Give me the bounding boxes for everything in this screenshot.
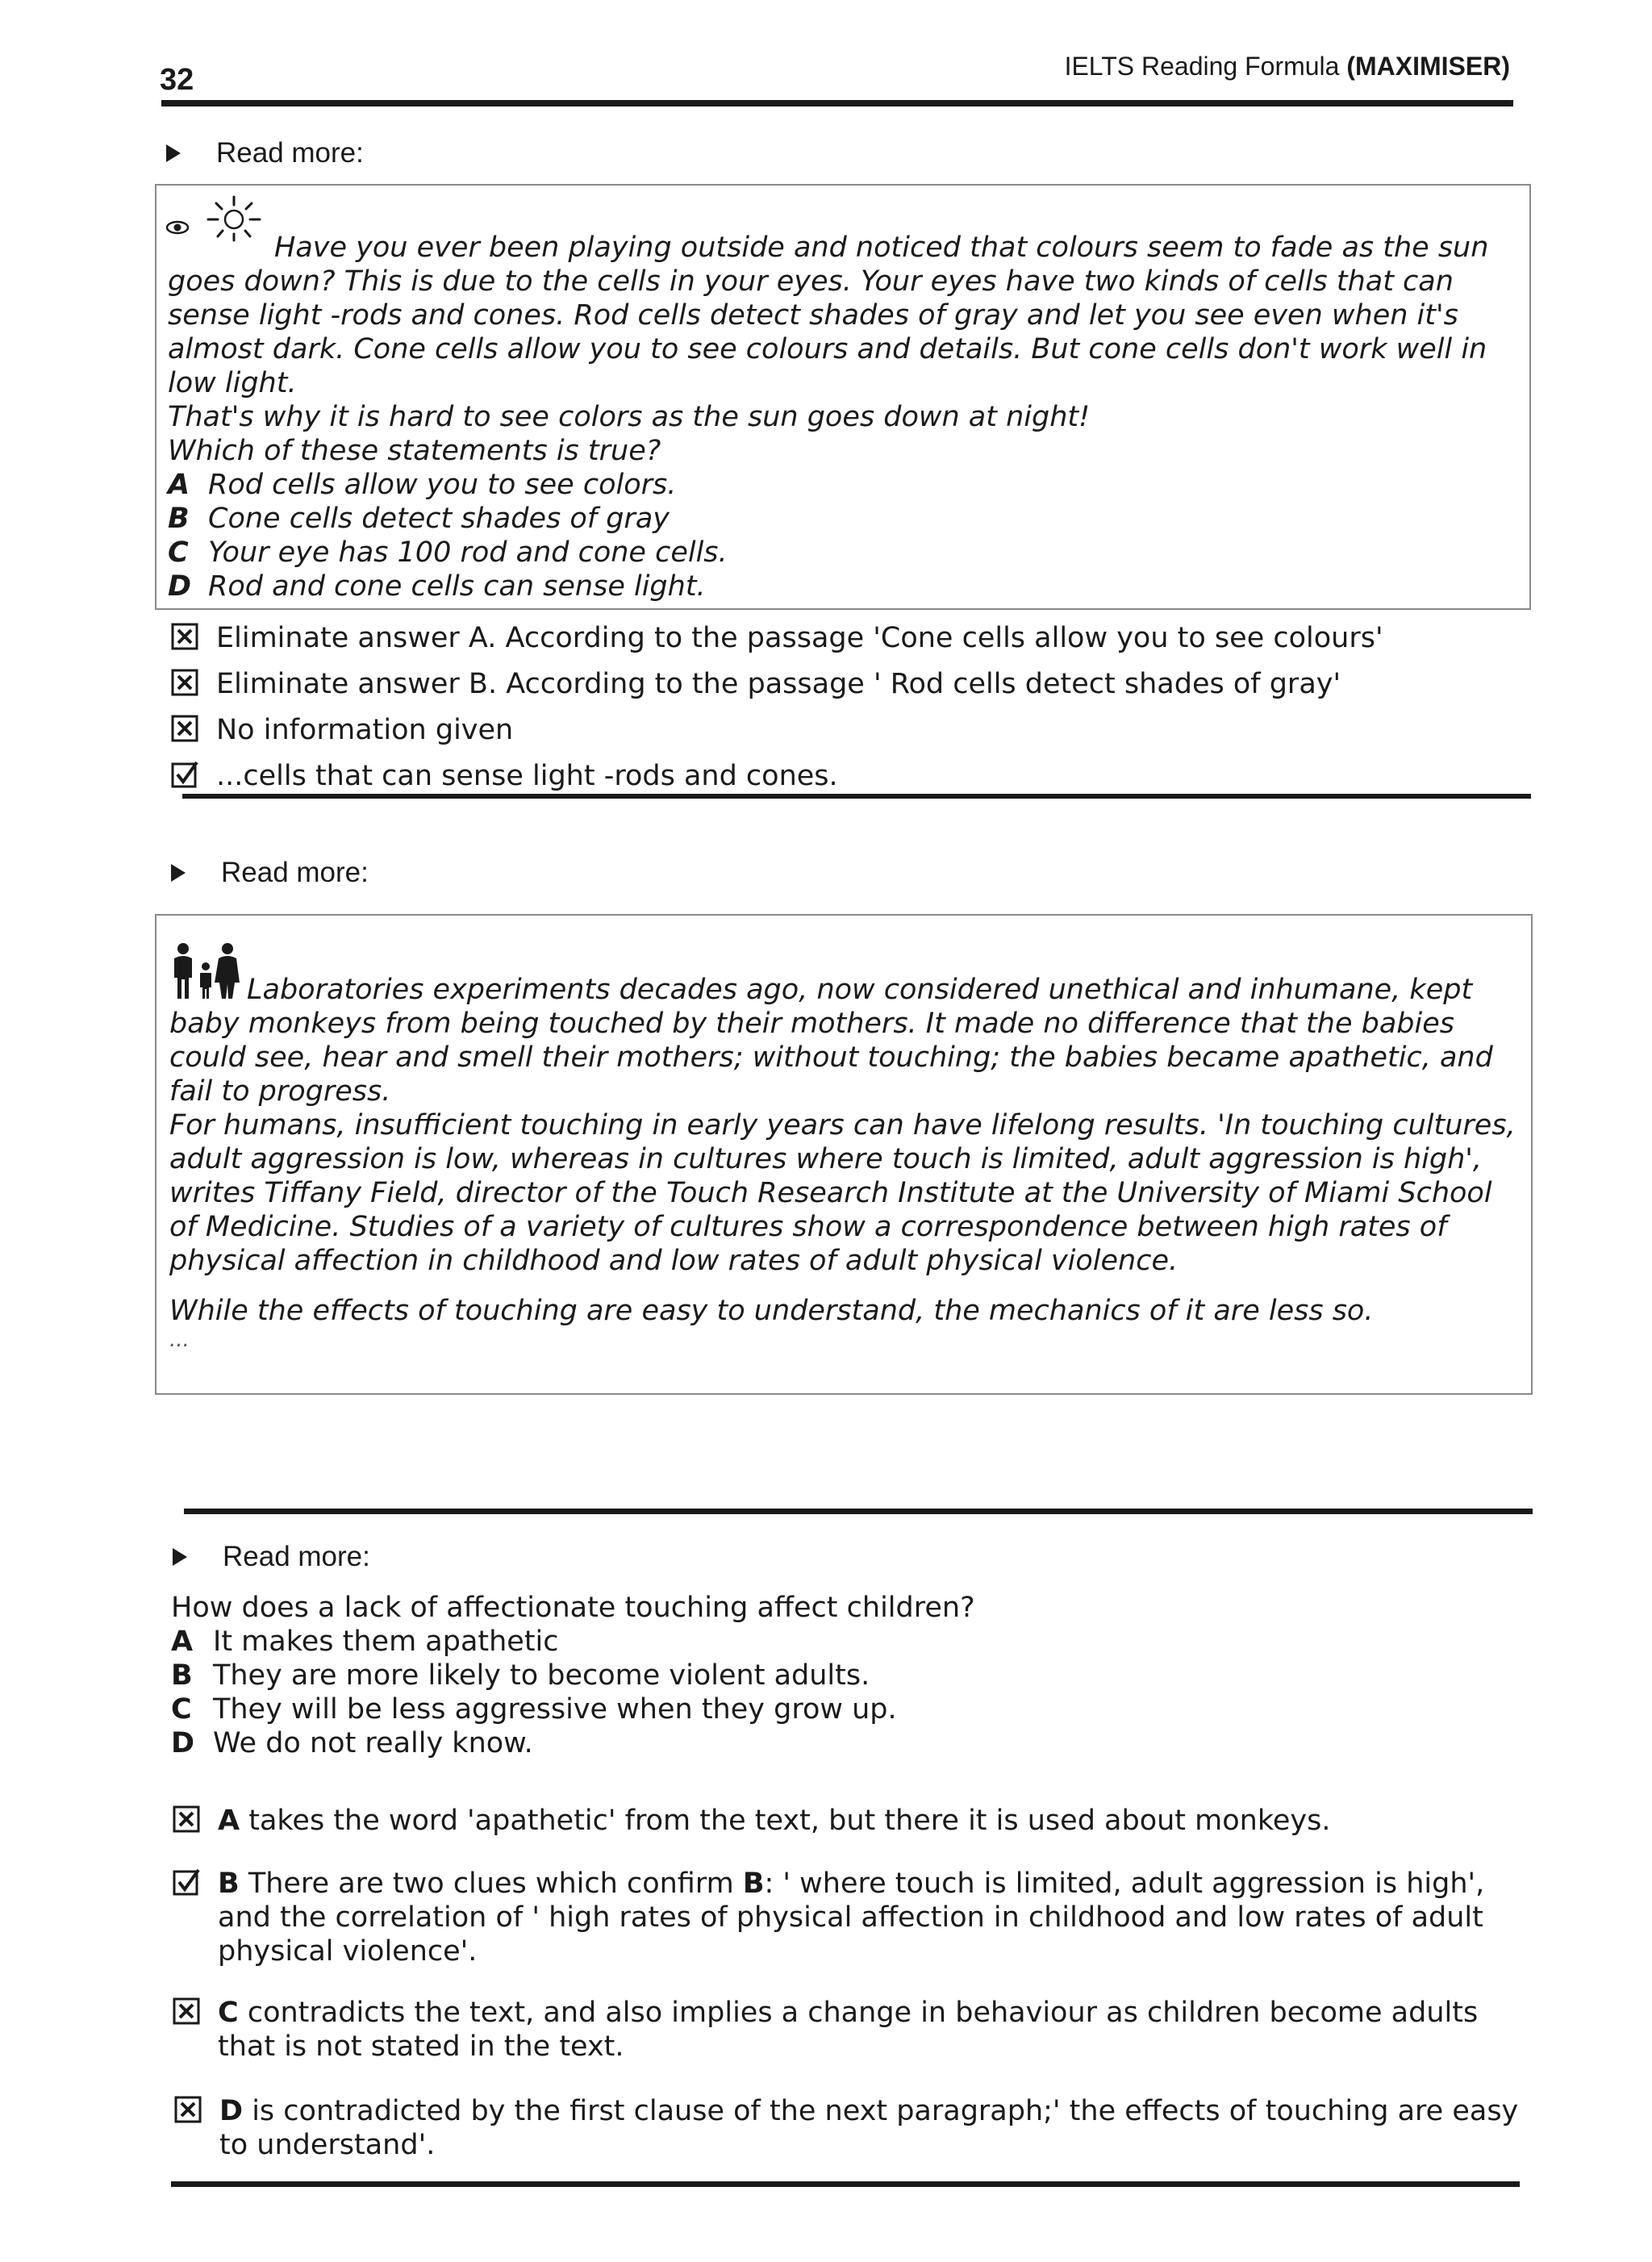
answer-text: Eliminate answer B. According to the passage ' Rod cells detect shades of gray' (216, 668, 1341, 700)
triangle-bullet-icon (171, 864, 186, 882)
option-letter: C (171, 1693, 192, 1726)
answer-list (171, 621, 1383, 805)
passage-line: Laboratories experiments decades ago, now considered unethical and inhumane, kept (247, 974, 1473, 1006)
passage-line: While the effects of touching are easy to understand, the mechanics of it are less so. (169, 1295, 1374, 1327)
cross-box-icon (171, 623, 198, 650)
passage-line: baby monkeys from being touched by their mothers. It made no difference that the babies (169, 1008, 1454, 1040)
passage-text (168, 231, 1488, 603)
footer-rule (171, 2181, 1520, 2187)
passage-line: writes Tiffany Field, director of the Touch Research Institute at the University of Miami School (169, 1177, 1492, 1209)
read-more-label: Read more: (221, 857, 369, 888)
option-letter: A (171, 1626, 194, 1658)
option-a (168, 468, 1488, 502)
answer-row-b (171, 667, 1383, 713)
explanation-line: physical violence'. (218, 1935, 478, 1968)
passage-line: fail to progress. (169, 1075, 391, 1108)
triangle-bullet-icon (166, 144, 181, 162)
passage-text (169, 973, 1516, 1352)
option-letter: D (171, 1727, 195, 1759)
read-more-heading (173, 1541, 370, 1573)
ellipsis: ... (169, 1328, 190, 1352)
explanation-a (173, 1804, 1330, 1838)
section-rule (182, 794, 1531, 799)
passage-line: could see, hear and smell their mothers; without touching; the babies became apathetic, and (169, 1041, 1493, 1074)
option-letter: A (168, 469, 190, 501)
explanation-line: that is not stated in the text. (218, 2030, 624, 2063)
check-box-icon (171, 761, 198, 788)
passage-line: almost dark. Cone cells allow you to see colours and details. But cone cells don't work well in (168, 333, 1487, 365)
passage-line: adult aggression is low, whereas in cultures where touch is limited, adult aggression is high', (169, 1143, 1483, 1175)
option-text: Cone cells detect shades of gray (208, 503, 670, 535)
question-line: Which of these statements is true? (168, 435, 661, 467)
answer-text: ...cells that can sense light -rods and cones. (216, 760, 838, 792)
option-text: It makes them apathetic (213, 1626, 559, 1658)
passage-line: That's why it is hard to see colors as the sun goes down at night! (168, 401, 1091, 433)
running-head-edition: (MAXIMISER) (1346, 52, 1510, 81)
option-text: Your eye has 100 rod and cone cells. (208, 536, 728, 569)
answer-letter: B (218, 1868, 240, 1900)
explanation-line: and the correlation of ' high rates of physical affection in childhood and low rates of adult (218, 1901, 1483, 1934)
passage-line: Have you ever been playing outside and noticed that colours seem to fade as the sun (274, 232, 1489, 264)
passage-line: physical affection in childhood and low rates of adult physical violence. (169, 1245, 1179, 1277)
option-text: They will be less aggressive when they grow up. (213, 1693, 897, 1726)
answer-row-c (171, 713, 1383, 759)
option-c (171, 1692, 975, 1726)
option-letter: B (171, 1659, 193, 1692)
explanation-line: There are two clues which confirm B: ' where touch is limited, adult aggression is high', (248, 1868, 1485, 1900)
triangle-bullet-icon (173, 1548, 187, 1566)
question-block (171, 1591, 975, 1760)
answer-row-a (171, 621, 1383, 667)
passage-line: low light. (168, 367, 297, 399)
check-box-icon (173, 1868, 200, 1896)
option-b (168, 502, 1488, 536)
option-text: They are more likely to become violent adults. (213, 1659, 870, 1692)
option-text: Rod cells allow you to see colors. (208, 469, 677, 501)
option-d (171, 1726, 975, 1760)
answer-text: No information given (216, 714, 514, 746)
option-c (168, 536, 1488, 570)
passage-line: For humans, insufficient touching in early years can have lifelong results. 'In touching cultures, (169, 1109, 1516, 1141)
answer-letter: C (218, 1997, 239, 2029)
page-number: 32 (160, 63, 194, 97)
read-more-label: Read more: (216, 137, 364, 169)
option-d (168, 570, 1488, 603)
option-letter: C (168, 536, 189, 569)
explanation-line: is contradicted by the first clause of the next paragraph;' the effects of touching are easy (252, 2095, 1519, 2127)
passage-line: goes down? This is due to the cells in your eyes. Your eyes have two kinds of cells that can (168, 265, 1454, 298)
option-b (171, 1659, 975, 1692)
option-a (171, 1625, 975, 1659)
explanation-d (174, 2094, 1518, 2162)
option-letter: D (168, 570, 192, 603)
answer-letter: A (218, 1805, 240, 1837)
explanation-b (173, 1867, 1484, 1968)
inline-bold-letter: B (742, 1868, 765, 1900)
cross-box-icon (171, 715, 198, 742)
explanation-line: contradicts the text, and also implies a change in behaviour as children become adults (247, 1997, 1479, 2029)
explanation-c (173, 1996, 1478, 2064)
section-rule (184, 1509, 1533, 1514)
running-head (1065, 52, 1510, 81)
explanation-line: takes the word 'apathetic' from the text, but there it is used about monkeys. (248, 1805, 1331, 1837)
cross-box-icon (173, 1997, 200, 2025)
header-rule (161, 100, 1513, 106)
explanation-line: to understand'. (219, 2129, 436, 2161)
cross-box-icon (171, 669, 198, 696)
option-text: Rod and cone cells can sense light. (208, 570, 706, 603)
passage-line: of Medicine. Studies of a variety of cultures show a correspondence between high rates of (169, 1211, 1447, 1243)
answer-letter: D (219, 2095, 244, 2127)
cross-box-icon (174, 2096, 202, 2123)
read-more-heading (166, 137, 364, 169)
read-more-label: Read more: (223, 1541, 370, 1572)
option-letter: B (168, 503, 190, 535)
cross-box-icon (173, 1805, 200, 1833)
answer-text: Eliminate answer A. According to the passage 'Cone cells allow you to see colours' (216, 622, 1383, 654)
passage-line: sense light -rods and cones. Rod cells detect shades of gray and let you see even when it's (168, 299, 1458, 332)
question-text: How does a lack of affectionate touching affect children? (171, 1592, 975, 1624)
read-more-heading (171, 857, 369, 889)
running-head-title: IELTS Reading Formula (1064, 52, 1347, 81)
option-text: We do not really know. (213, 1727, 533, 1759)
